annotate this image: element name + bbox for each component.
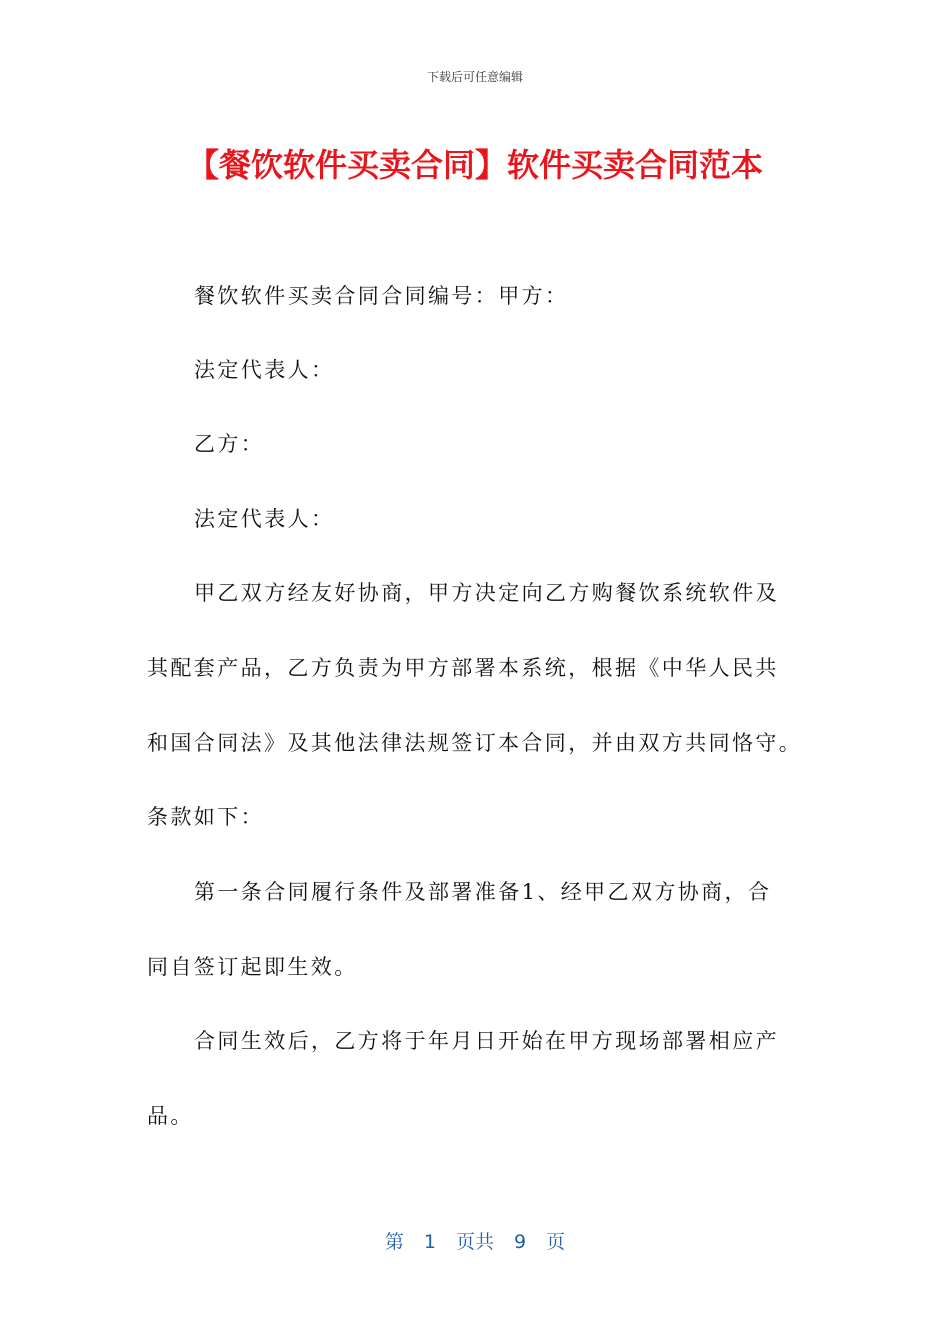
body-line-3: 乙方： [194,432,265,456]
footer-label-page: 第 [384,1231,404,1253]
body-line-2: 法定代表人： [194,358,335,382]
footer-total-pages: 9 [514,1231,527,1253]
body-line-4: 法定代表人： [194,507,335,531]
footer-label-end: 页 [546,1231,566,1253]
page-footer [0,1227,950,1254]
body-line-10: 同自签订起即生效。 [147,955,358,979]
body-line-11: 合同生效后，乙方将于年月日开始在甲方现场部署相应产 [194,1029,779,1053]
footer-label-of: 页共 [455,1231,494,1253]
footer-current-page: 1 [423,1231,436,1253]
body-line-5: 甲乙双方经友好协商，甲方决定向乙方购餐饮系统软件及 [194,581,779,605]
body-line-6: 其配套产品，乙方负责为甲方部署本系统，根据《中华人民共 [147,656,779,680]
body-line-9: 第一条合同履行条件及部署准备1、经甲乙双方协商，合 [194,880,772,904]
body-line-8: 条款如下： [147,805,264,829]
body-line-1: 餐饮软件买卖合同合同编号：甲方： [194,284,569,308]
body-line-7: 和国合同法》及其他法律法规签订本合同，并由双方共同恪守。 [147,731,803,755]
document-title: 【餐饮软件买卖合同】软件买卖合同范本 [186,146,763,184]
header-note: 下载后可任意编辑 [426,70,523,84]
body-line-12: 品。 [147,1104,194,1128]
